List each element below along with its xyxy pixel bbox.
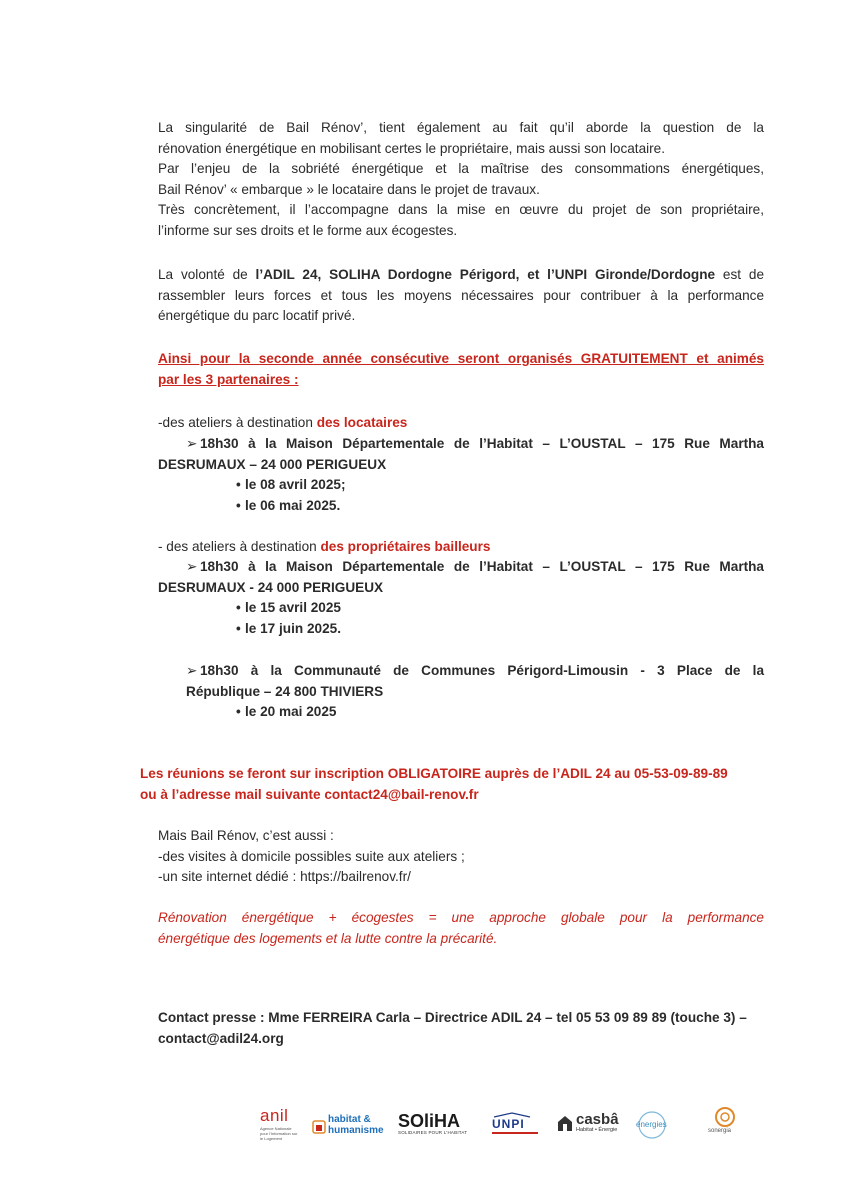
landlords-intro	[158, 537, 764, 558]
energies-logo-text: énergies	[636, 1120, 667, 1129]
intro-line: l’informe sur ses droits et le forme aux écogestes.	[158, 222, 458, 238]
spiral-icon	[714, 1106, 736, 1128]
casba-logo-subtitle: Habitat • Énergie	[576, 1127, 618, 1133]
partners-line: énergétique du parc locatif privé.	[158, 308, 356, 323]
landlords-venue-2	[158, 661, 764, 702]
bullet-icon: •	[236, 497, 241, 513]
tenants-intro-text: -des ateliers à destination	[158, 415, 317, 430]
habitat-humanisme-logo	[312, 1114, 392, 1140]
venue-line	[158, 434, 764, 455]
date-text: le 06 mai 2025.	[245, 497, 341, 513]
partner-logos	[260, 1100, 750, 1150]
intro-line: rénovation énergétique en mobilisant certes le propriétaire, mais aussi son locataire.	[158, 140, 666, 156]
date-item	[236, 702, 336, 723]
heading-line: par les 3 partenaires :	[158, 371, 299, 387]
tenants-target: des locataires	[316, 415, 408, 430]
partners-line: rassembler leurs forces et tous les moyens nécessaires pour contribuer à la performance	[158, 287, 764, 303]
partners-text: est de	[715, 267, 765, 282]
date-item	[236, 598, 341, 619]
registration-line: Les réunions se feront sur inscription OBLIGATOIRE auprès de l’ADIL 24 au 05-53-09-89-89	[140, 766, 728, 781]
slogan	[158, 908, 764, 949]
partners-text: La volonté de	[158, 267, 256, 282]
date-text: le 15 avril 2025	[245, 600, 341, 615]
heading-line: Ainsi pour la seconde année consécutive seront organisés GRATUITEMENT et animés	[158, 351, 764, 366]
contact-line: contact@adil24.org	[158, 1030, 284, 1046]
also-line: Mais Bail Rénov, c’est aussi :	[158, 828, 334, 843]
landlords-target: des propriétaires bailleurs	[320, 539, 491, 554]
slogan-line: Rénovation énergétique + écogestes = une approche globale pour la performance	[158, 910, 764, 925]
house-icon	[556, 1114, 574, 1132]
venue-line: République – 24 800 THIVIERS	[186, 683, 384, 699]
landlords-date-list-2	[236, 702, 336, 723]
venue-line	[158, 661, 764, 682]
also-line: -un site internet dédié : https://bailrenov.fr/	[158, 869, 411, 884]
energies-logo	[636, 1110, 672, 1140]
contact-line: Contact presse : Mme FERREIRA Carla – Directrice ADIL 24 – tel 05 53 09 89 89 (touche 3) –	[158, 1010, 747, 1025]
soliha-logo	[398, 1112, 478, 1135]
date-item	[236, 619, 341, 640]
press-contact	[158, 1008, 772, 1049]
date-text: le 08 avril 2025;	[245, 477, 346, 492]
intro-paragraph	[158, 118, 764, 241]
unpi-underline	[492, 1132, 538, 1134]
casba-logo-text: casbâ	[576, 1111, 619, 1128]
landlords-intro-text: - des ateliers à destination	[158, 539, 321, 554]
bullet-icon: •	[236, 704, 241, 719]
unpi-logo	[492, 1112, 548, 1134]
venue-text: 18h30 à la Maison Départementale de l’Habitat – L’OUSTAL – 175 Rue Martha	[200, 436, 764, 451]
soliha-logo-subtitle: SOLIDAIRES POUR L'HABITAT	[398, 1130, 468, 1135]
sonergia-logo	[708, 1106, 748, 1134]
bullet-icon: •	[236, 600, 241, 615]
landlords-date-list-1	[236, 598, 341, 639]
workshops-heading	[158, 349, 764, 390]
partners-names: l’ADIL 24, SOLIHA Dordogne Périgord, et l’UNPI Gironde/Dordogne	[255, 267, 716, 282]
arrow-bullet-icon: ➢	[186, 663, 198, 678]
intro-line: La singularité de Bail Rénov’, tient également au fait qu’il aborde la question de la	[158, 120, 764, 135]
tenants-intro	[158, 413, 764, 434]
venue-line: DESRUMAUX – 24 000 PERIGUEUX	[158, 456, 387, 472]
date-text: le 20 mai 2025	[245, 704, 337, 719]
habitat-logo-text: habitat &	[328, 1114, 371, 1125]
registration-line: ou à l’adresse mail suivante contact24@bail-renov.fr	[140, 786, 479, 802]
sonergia-logo-text: sonergia	[708, 1128, 732, 1134]
partners-paragraph	[158, 265, 764, 327]
venue-line: DESRUMAUX - 24 000 PERIGUEUX	[158, 579, 384, 595]
also-line: -des visites à domicile possibles suite aux ateliers ;	[158, 848, 465, 864]
bullet-icon: •	[236, 620, 241, 636]
venue-text: 18h30 à la Maison Départementale de l’Habitat – L’OUSTAL – 175 Rue Martha	[200, 559, 764, 574]
intro-line: Très concrètement, il l’accompagne dans la mise en œuvre du projet de son propriétaire,	[158, 202, 764, 217]
venue-text: 18h30 à la Communauté de Communes Périgord-Limousin - 3 Place de la	[200, 663, 764, 678]
tenants-date-list	[236, 475, 346, 516]
anil-logo-text: anil	[260, 1106, 289, 1125]
arrow-bullet-icon: ➢	[186, 559, 198, 574]
slogan-line: énergétique des logements et la lutte contre la précarité.	[158, 930, 498, 946]
partners-line	[158, 265, 764, 286]
arrow-bullet-icon: ➢	[186, 436, 198, 451]
anil-logo	[260, 1106, 300, 1141]
venue-line	[158, 557, 764, 578]
unpi-logo-text: UNPI	[492, 1117, 525, 1131]
intro-line: Par l’enjeu de la sobriété énergétique et la maîtrise des consommations énergétiques,	[158, 161, 764, 176]
also-section	[158, 826, 764, 888]
registration-notice	[140, 764, 768, 805]
house-icon	[312, 1120, 326, 1134]
soliha-logo-text: SOliHA	[398, 1111, 461, 1131]
bullet-icon: •	[236, 477, 241, 492]
date-text: le 17 juin 2025.	[245, 620, 341, 636]
tenants-venue	[158, 434, 764, 475]
date-item	[236, 475, 346, 496]
anil-logo-subtitle: Agence Nationale pour l'Information sur le Logement	[260, 1126, 298, 1141]
date-item	[236, 496, 346, 517]
humanisme-logo-text: humanisme	[328, 1125, 384, 1136]
intro-line: Bail Rénov’ « embarque » le locataire dans le projet de travaux.	[158, 181, 540, 197]
landlords-venue-1	[158, 557, 764, 598]
